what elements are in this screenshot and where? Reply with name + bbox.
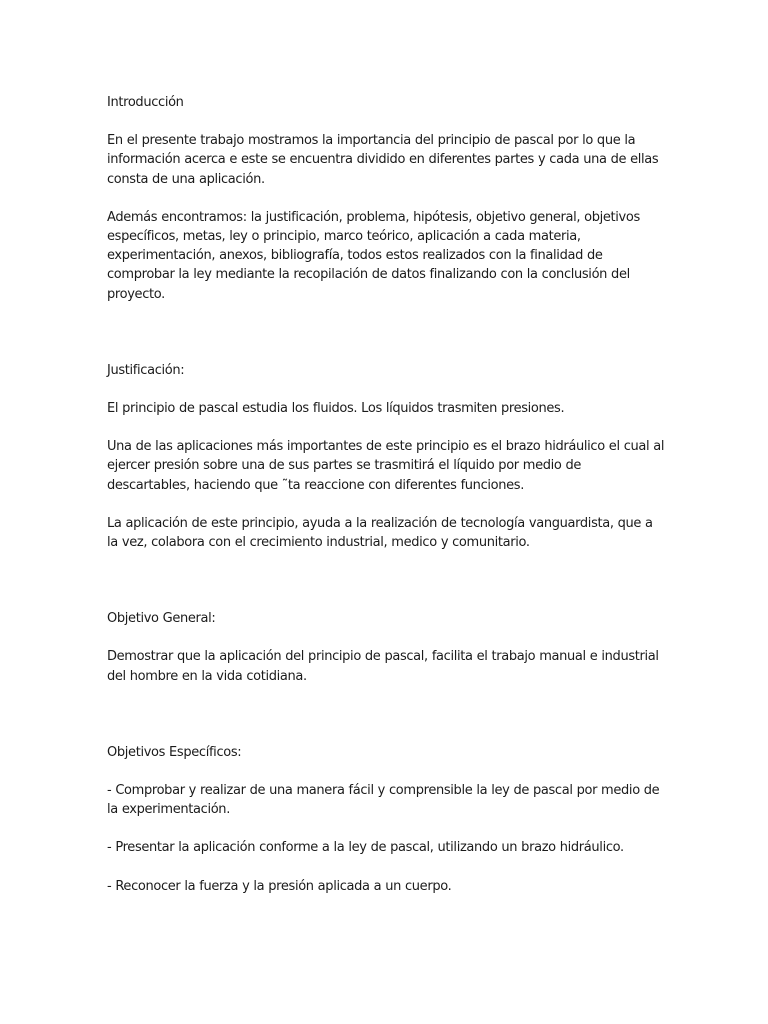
objetivo-especifico-item: - Reconocer la fuerza y la presión aplicada a un cuerpo.: [107, 878, 452, 894]
heading-justificacion: Justificación:: [107, 362, 185, 378]
introduccion-paragraph-2: Además encontramos: la justificación, problema, hipótesis, objetivo general, objetivos específicos, metas, ley o principio, marco teórico, aplicación a cada materia, experimentación, anexos, bibliografía, todos estos realizados con la finalidad de comprobar la ley mediante la recopilación de datos finalizando con la conclusión del proyecto.: [107, 209, 640, 302]
objetivo-especifico-item: - Comprobar y realizar de una manera fácil y comprensible la ley de pascal por medio de la experimentación.: [107, 783, 660, 818]
document-page: [107, 93, 667, 896]
objetivo-general-paragraph: Demostrar que la aplicación del principio de pascal, facilita el trabajo manual e industrial del hombre en la vida cotidiana.: [107, 649, 659, 684]
justificacion-paragraph-3: La aplicación de este principio, ayuda a la realización de tecnología vanguardista, que a la vez, colabora con el crecimiento industrial, medico y comunitario.: [107, 515, 653, 551]
introduccion-paragraph-1: En el presente trabajo mostramos la importancia del principio de pascal por lo que la información acerca e este se encuentra dividido en diferentes partes y cada una de ellas consta de una aplicación.: [107, 133, 659, 187]
justificacion-paragraph-1: El principio de pascal estudia los fluidos. Los líquidos trasmiten presiones.: [107, 401, 565, 417]
heading-objetivo-general: Objetivo General:: [107, 611, 216, 627]
justificacion-paragraph-2: Una de las aplicaciones más importantes de este principio es el brazo hidráulico el cual al ejercer presión sobre una de sus partes se trasmitirá el líquido por medio de descartables, haciendo que ˜ta reaccione con diferentes funciones.: [107, 439, 665, 493]
heading-introduccion: Introducción: [107, 95, 184, 110]
heading-objetivos-especificos: Objetivos Específicos:: [107, 744, 242, 760]
objetivo-especifico-item: - Presentar la aplicación conforme a la ley de pascal, utilizando un brazo hidráulico.: [107, 840, 624, 856]
